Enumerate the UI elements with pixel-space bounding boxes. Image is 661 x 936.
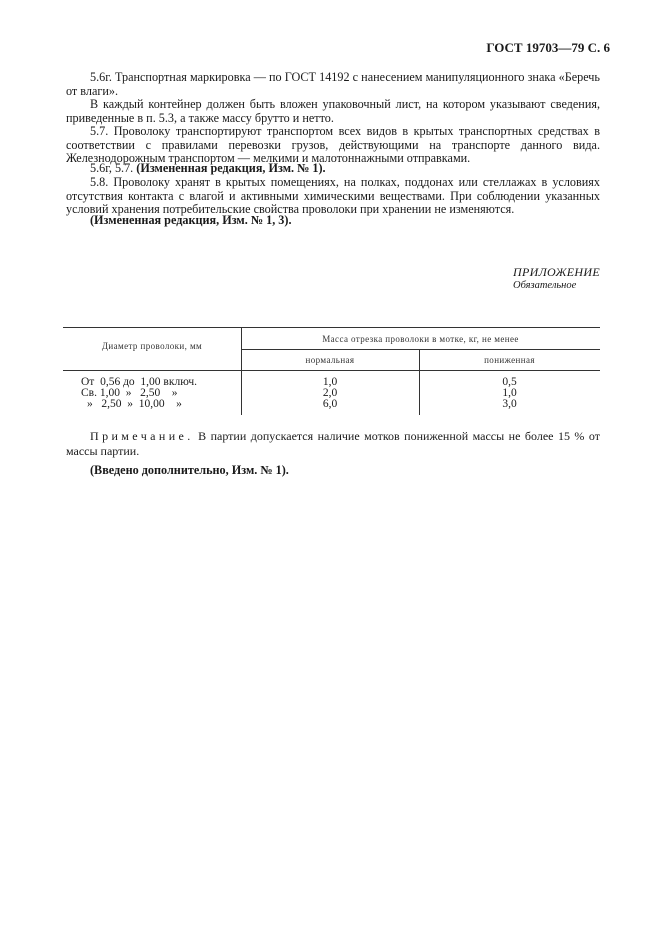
cell-normal: 2,0	[322, 387, 338, 399]
cell-reduced: 0,5	[502, 376, 517, 388]
cell-normal: 6,0	[322, 398, 338, 410]
table-subheader-rule	[241, 349, 600, 350]
paragraph-5-7: 5.7. Проволоку транспортируют транспортом всех видов в крытых транспортных средствах в соответствии с правилами перевозки грузов, действующими на транспорте данного вида. Железнодорожным транспортом — мелкими и малотоннажными отправками.	[66, 124, 600, 166]
col-diameter-header: Диаметр проволоки, мм	[101, 341, 203, 351]
paragraph-5-6g: 5.6г. Транспортная маркировка — по ГОСТ 14192 с нанесением манипуляционного знака «Беречь от влаги».	[66, 70, 600, 98]
table-header-rule	[63, 370, 600, 371]
col-reduced-header: пониженная	[484, 355, 535, 365]
col-mass-group-header: Масса отрезка проволоки в мотке, кг, не менее	[322, 334, 519, 344]
cell-reduced: 3,0	[502, 398, 517, 410]
page-header: ГОСТ 19703—79 С. 6	[486, 40, 610, 55]
amendment-text: (Измененная редакция, Изм. № 1).	[136, 161, 326, 175]
appendix-block	[513, 265, 600, 291]
table-top-rule	[63, 327, 600, 328]
paragraph-amendment-1	[66, 162, 600, 176]
table-note	[66, 429, 600, 459]
appendix-title: ПРИЛОЖЕНИЕ	[513, 265, 600, 279]
appendix-subtitle: Обязательное	[513, 280, 577, 291]
paragraph-packing-list: В каждый контейнер должен быть вложен упаковочный лист, на котором указывают сведения, приведенные в п. 5.3, а также массу брутто и нетто.	[66, 97, 600, 125]
cell-normal: 1,0	[322, 376, 338, 388]
col-normal-header: нормальная	[305, 355, 355, 365]
cell-diameter: От 0,56 до 1,00 включ.	[81, 376, 197, 388]
closing-amendment: (Введено дополнительно, Изм. № 1).	[90, 463, 289, 477]
paragraph-amendment-1-3: (Измененная редакция, Изм. № 1, 3).	[90, 213, 292, 227]
cell-diameter: Св. 1,00 » 2,50 »	[81, 387, 178, 399]
amendment-ref: 5.6г, 5.7.	[90, 161, 137, 175]
cell-reduced: 1,0	[502, 387, 517, 399]
mass-table	[63, 327, 600, 415]
paragraph-5-8: 5.8. Проволоку хранят в крытых помещениях, на полках, поддонах или стеллажах в условиях отсутствия контакта с влагой и активными химическими веществами. При соблюдении указанных условий хранения потребительские свойства проволоки при хранении не изменяются.	[66, 175, 600, 217]
note-text: В партии допускается наличие мотков пониженной массы не более 15 % от массы партии.	[66, 429, 600, 458]
cell-diameter: » 2,50 » 10,00 »	[87, 398, 182, 410]
note-label: Примечание.	[90, 429, 194, 443]
